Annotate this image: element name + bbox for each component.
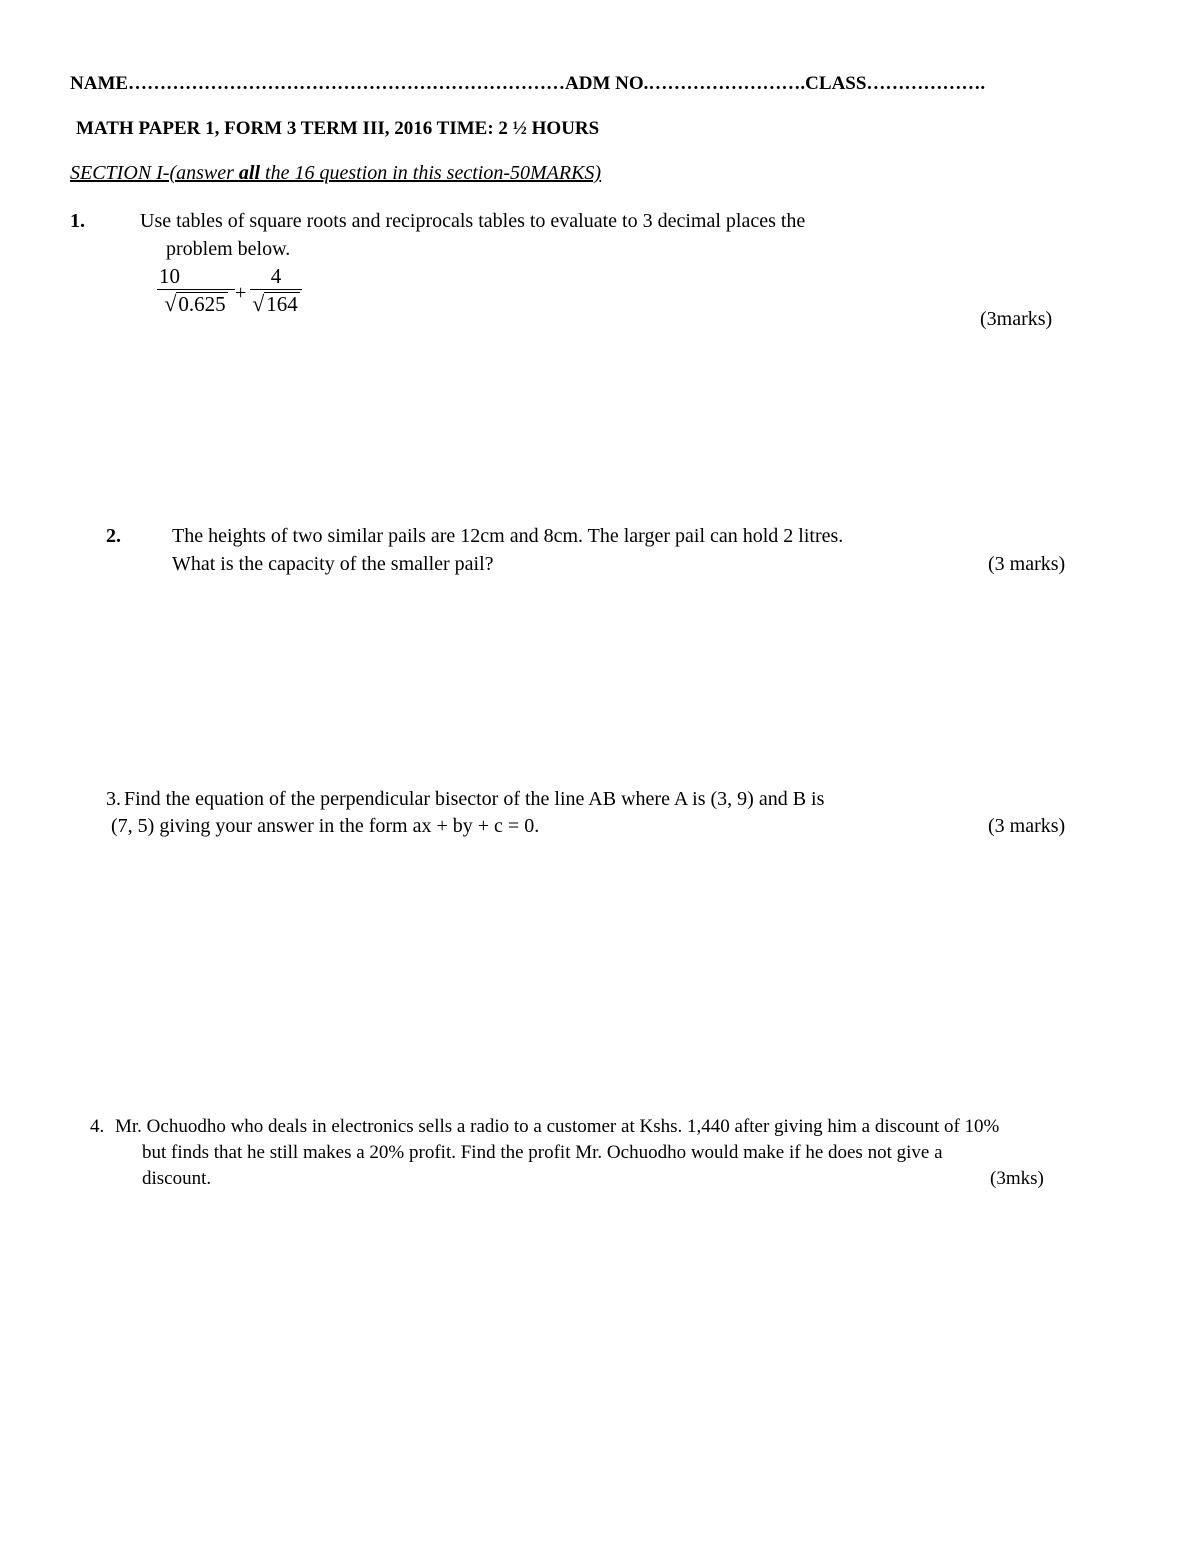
fraction-1 <box>157 264 235 316</box>
name-adm-class-line: NAME……………………………………………………………ADM NO.…………………….CLASS………………. <box>70 73 986 94</box>
section-heading <box>70 162 601 185</box>
sqrt-sign: √ <box>164 291 177 316</box>
question-number: 2. <box>106 525 121 547</box>
fraction-denominator <box>157 292 235 316</box>
question-text-line2: What is the capacity of the smaller pail? <box>172 553 494 575</box>
question-text-line1: The heights of two similar pails are 12cm and 8cm. The larger pail can hold 2 litres. <box>172 525 844 547</box>
fraction-numerator: 10 <box>159 264 180 288</box>
question-text-line3: discount. <box>142 1168 212 1189</box>
marks-label: (3 marks) <box>988 815 1066 837</box>
question-number: 1. <box>70 210 85 232</box>
question-text-line2: problem below. <box>166 238 291 260</box>
question-text-line2: but finds that he still makes a 20% profit. Find the profit Mr. Ochuodho would make if he does not give a <box>142 1142 943 1163</box>
question-number: 3. <box>106 788 121 810</box>
paper-title: MATH PAPER 1, FORM 3 TERM III, 2016 TIME: 2 ½ HOURS <box>76 118 600 139</box>
section-suffix: the 16 question in this section-50MARKS) <box>260 162 602 184</box>
question-text-line1: Find the equation of the perpendicular bisector of the line AB where A is (3, 9) and B is <box>124 788 825 810</box>
fraction-bar <box>157 289 235 290</box>
question-number: 4. <box>90 1116 105 1137</box>
sqrt-sign: √ <box>252 291 265 316</box>
section-prefix: SECTION I-(answer <box>70 162 239 184</box>
radicand: 164 <box>266 292 298 316</box>
plus-sign: + <box>235 282 247 304</box>
question-text-line1: Mr. Ochuodho who deals in electronics sells a radio to a customer at Kshs. 1,440 after giving him a discount of 10% <box>115 1116 1000 1137</box>
radicand: 0.625 <box>178 292 226 316</box>
section-emphasis: all <box>238 162 261 184</box>
fraction-denominator <box>250 292 302 316</box>
marks-label: (3 marks) <box>988 553 1066 575</box>
marks-label: (3marks) <box>980 308 1053 330</box>
marks-label: (3mks) <box>990 1168 1044 1189</box>
fraction-2 <box>250 264 302 316</box>
question-text-line2: (7, 5) giving your answer in the form ax + by + c = 0. <box>111 815 540 837</box>
question-text-line1: Use tables of square roots and reciprocals tables to evaluate to 3 decimal places the <box>140 210 806 232</box>
fraction-bar <box>250 289 302 290</box>
fraction-numerator: 4 <box>270 264 282 288</box>
